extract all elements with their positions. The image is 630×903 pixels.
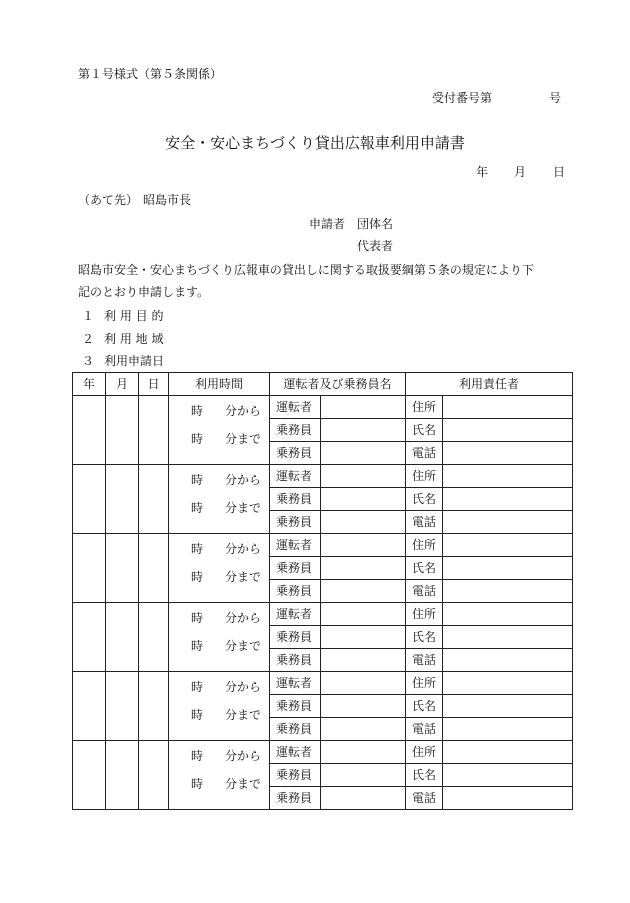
representative-label: 代表者 <box>357 239 394 253</box>
hour-from-label: 時 <box>191 749 204 763</box>
address-label: 住所 <box>406 396 443 419</box>
year-cell[interactable] <box>73 603 106 672</box>
name-label: 氏名 <box>406 419 443 442</box>
year-cell[interactable] <box>73 741 106 810</box>
phone-label: 電話 <box>406 580 443 603</box>
driver-label: 運転者 <box>270 603 321 626</box>
addressee-name: 昭島市長 <box>143 193 192 207</box>
driver-name-field[interactable] <box>321 741 406 764</box>
hour-until-label: 時 <box>191 501 204 515</box>
table-header-row <box>73 373 573 396</box>
crew-member-label: 乗務員 <box>270 419 321 442</box>
table-row <box>73 465 573 488</box>
table-row <box>73 672 573 695</box>
phone-label: 電話 <box>406 787 443 810</box>
name-label: 氏名 <box>406 488 443 511</box>
crew-member-label: 乗務員 <box>270 511 321 534</box>
minute-from-label: 分から <box>225 542 262 556</box>
minute-until-label: 分まで <box>225 432 262 446</box>
minute-from-label: 分から <box>225 611 262 625</box>
phone-label: 電話 <box>406 649 443 672</box>
body-text-line-2: 記のとおり申請します。 <box>78 285 210 299</box>
driver-label: 運転者 <box>270 534 321 557</box>
month-cell[interactable] <box>106 534 139 603</box>
date-year-label: 年 <box>476 165 489 179</box>
hour-from-label: 時 <box>191 473 204 487</box>
day-cell[interactable] <box>139 465 169 534</box>
crew-member-name-field[interactable] <box>321 488 406 511</box>
year-cell[interactable] <box>73 534 106 603</box>
month-cell[interactable] <box>106 741 139 810</box>
name-field[interactable] <box>443 764 573 787</box>
receipt-number-suffix: 号 <box>549 91 562 105</box>
minute-until-label: 分まで <box>225 708 262 722</box>
applicant-label: 申請者 <box>309 217 346 231</box>
header-day: 日 <box>139 373 169 396</box>
crew-member-label: 乗務員 <box>270 787 321 810</box>
driver-label: 運転者 <box>270 396 321 419</box>
address-label: 住所 <box>406 534 443 557</box>
crew-member-name-field[interactable] <box>321 718 406 741</box>
year-cell[interactable] <box>73 672 106 741</box>
crew-member-label: 乗務員 <box>270 626 321 649</box>
address-label: 住所 <box>406 741 443 764</box>
address-field[interactable] <box>443 741 573 764</box>
name-label: 氏名 <box>406 764 443 787</box>
usage-time-cell[interactable] <box>169 396 270 465</box>
header-responsible-person: 利用責任者 <box>406 373 573 396</box>
phone-field[interactable] <box>443 787 573 810</box>
day-cell[interactable] <box>139 741 169 810</box>
header-usage-time: 利用時間 <box>169 373 270 396</box>
phone-field[interactable] <box>443 442 573 465</box>
driver-name-field[interactable] <box>321 534 406 557</box>
crew-member-name-field[interactable] <box>321 626 406 649</box>
item-application-date-label: 利用申請日 <box>104 354 165 368</box>
driver-name-field[interactable] <box>321 603 406 626</box>
usage-schedule-table <box>72 372 573 810</box>
header-crew-names: 運転者及び乗務員名 <box>270 373 406 396</box>
address-field[interactable] <box>443 534 573 557</box>
receipt-number-label: 受付番号第 <box>432 91 493 105</box>
driver-name-field[interactable] <box>321 672 406 695</box>
usage-time-cell[interactable] <box>169 741 270 810</box>
phone-label: 電話 <box>406 718 443 741</box>
day-cell[interactable] <box>139 603 169 672</box>
address-field[interactable] <box>443 672 573 695</box>
item-area-label: 利 用 地 域 <box>104 332 164 346</box>
name-field[interactable] <box>443 695 573 718</box>
table-body <box>73 396 573 810</box>
crew-member-label: 乗務員 <box>270 557 321 580</box>
phone-field[interactable] <box>443 718 573 741</box>
crew-member-name-field[interactable] <box>321 787 406 810</box>
day-cell[interactable] <box>139 396 169 465</box>
hour-until-label: 時 <box>191 639 204 653</box>
address-field[interactable] <box>443 603 573 626</box>
name-label: 氏名 <box>406 626 443 649</box>
driver-label: 運転者 <box>270 672 321 695</box>
hour-until-label: 時 <box>191 777 204 791</box>
usage-time-cell[interactable] <box>169 534 270 603</box>
hour-from-label: 時 <box>191 404 204 418</box>
usage-time-cell[interactable] <box>169 672 270 741</box>
name-label: 氏名 <box>406 557 443 580</box>
month-cell[interactable] <box>106 603 139 672</box>
month-cell[interactable] <box>106 672 139 741</box>
organization-name-label: 団体名 <box>357 217 394 231</box>
header-month: 月 <box>106 373 139 396</box>
crew-member-label: 乗務員 <box>270 442 321 465</box>
crew-member-name-field[interactable] <box>321 419 406 442</box>
hour-until-label: 時 <box>191 432 204 446</box>
item-2-number: ２ <box>82 332 95 346</box>
year-cell[interactable] <box>73 396 106 465</box>
name-field[interactable] <box>443 557 573 580</box>
hour-until-label: 時 <box>191 570 204 584</box>
phone-field[interactable] <box>443 649 573 672</box>
driver-name-field[interactable] <box>321 396 406 419</box>
header-year: 年 <box>73 373 106 396</box>
usage-time-cell[interactable] <box>169 465 270 534</box>
crew-member-name-field[interactable] <box>321 557 406 580</box>
driver-label: 運転者 <box>270 465 321 488</box>
minute-from-label: 分から <box>225 749 262 763</box>
day-cell[interactable] <box>139 672 169 741</box>
crew-member-name-field[interactable] <box>321 580 406 603</box>
hour-from-label: 時 <box>191 542 204 556</box>
phone-label: 電話 <box>406 511 443 534</box>
table-row <box>73 603 573 626</box>
address-field[interactable] <box>443 465 573 488</box>
body-text-line-1: 昭島市安全・安心まちづくり広報車の貸出しに関する取扱要綱第５条の規定により下 <box>78 263 534 277</box>
minute-from-label: 分から <box>225 404 262 418</box>
hour-from-label: 時 <box>191 680 204 694</box>
table-row <box>73 741 573 764</box>
minute-from-label: 分から <box>225 473 262 487</box>
addressee-prefix: （あて先） <box>78 193 139 207</box>
crew-member-name-field[interactable] <box>321 511 406 534</box>
month-cell[interactable] <box>106 465 139 534</box>
crew-member-label: 乗務員 <box>270 649 321 672</box>
table-row <box>73 396 573 419</box>
crew-member-label: 乗務員 <box>270 695 321 718</box>
address-label: 住所 <box>406 603 443 626</box>
crew-member-label: 乗務員 <box>270 488 321 511</box>
day-cell[interactable] <box>139 534 169 603</box>
usage-time-cell[interactable] <box>169 603 270 672</box>
name-field[interactable] <box>443 419 573 442</box>
name-field[interactable] <box>443 626 573 649</box>
phone-label: 電話 <box>406 442 443 465</box>
hour-until-label: 時 <box>191 708 204 722</box>
item-1-number: １ <box>82 309 95 323</box>
form-number: 第１号様式（第５条関係） <box>78 67 223 81</box>
minute-until-label: 分まで <box>225 777 262 791</box>
crew-member-name-field[interactable] <box>321 695 406 718</box>
crew-member-name-field[interactable] <box>321 649 406 672</box>
crew-member-label: 乗務員 <box>270 764 321 787</box>
crew-member-name-field[interactable] <box>321 442 406 465</box>
table-row <box>73 534 573 557</box>
date-month-label: 月 <box>514 165 527 179</box>
date-day-label: 日 <box>553 165 566 179</box>
address-label: 住所 <box>406 672 443 695</box>
month-cell[interactable] <box>106 396 139 465</box>
driver-name-field[interactable] <box>321 465 406 488</box>
address-label: 住所 <box>406 465 443 488</box>
crew-member-label: 乗務員 <box>270 718 321 741</box>
item-3-number: ３ <box>82 354 95 368</box>
crew-member-name-field[interactable] <box>321 764 406 787</box>
year-cell[interactable] <box>73 465 106 534</box>
hour-from-label: 時 <box>191 611 204 625</box>
name-field[interactable] <box>443 488 573 511</box>
minute-until-label: 分まで <box>225 501 262 515</box>
minute-until-label: 分まで <box>225 639 262 653</box>
name-label: 氏名 <box>406 695 443 718</box>
item-purpose-label: 利 用 目 的 <box>104 309 164 323</box>
phone-field[interactable] <box>443 511 573 534</box>
minute-from-label: 分から <box>225 680 262 694</box>
crew-member-label: 乗務員 <box>270 580 321 603</box>
phone-field[interactable] <box>443 580 573 603</box>
address-field[interactable] <box>443 396 573 419</box>
minute-until-label: 分まで <box>225 570 262 584</box>
driver-label: 運転者 <box>270 741 321 764</box>
document-title: 安全・安心まちづくり貸出広報車利用申請書 <box>165 134 465 152</box>
